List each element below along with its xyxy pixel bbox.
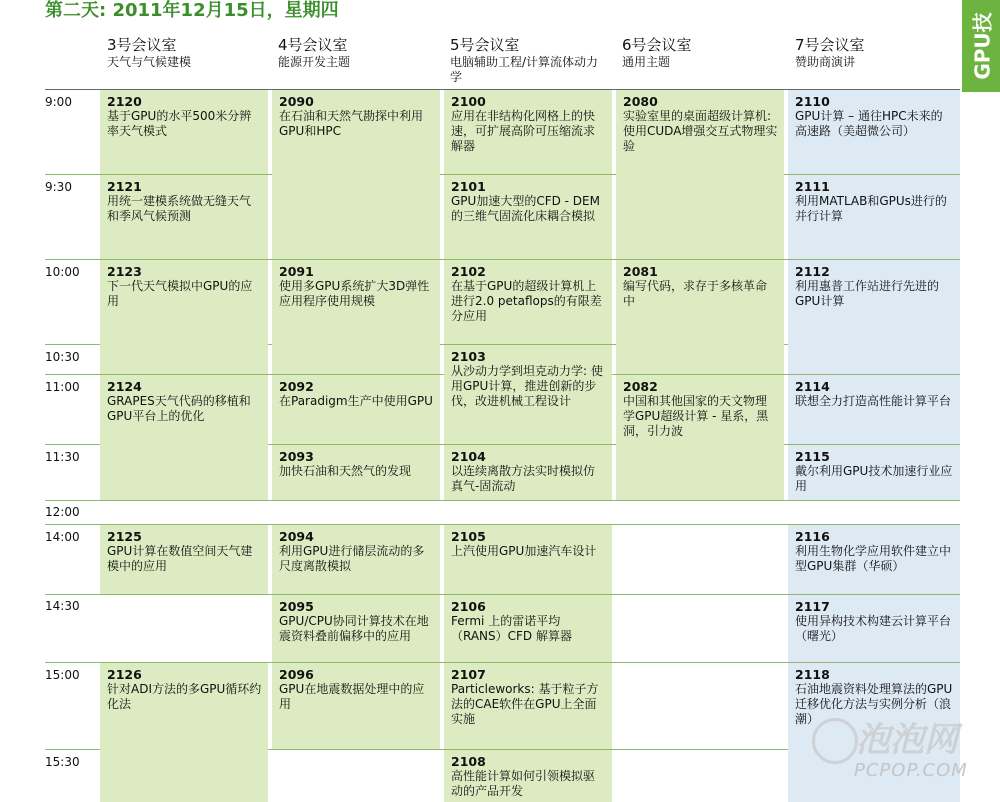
- session-code: 2121: [107, 179, 142, 194]
- room-header-6: [622, 36, 792, 70]
- session-card[interactable]: [444, 595, 612, 662]
- session-card[interactable]: [444, 90, 612, 174]
- session-title: GPU加速大型的CFD - DEM的三维气固流化床耦合模拟: [451, 194, 600, 223]
- session-card[interactable]: [788, 375, 960, 444]
- session-code: 2100: [451, 94, 486, 109]
- row-rule: [45, 500, 960, 501]
- room-topic: 通用主题: [622, 55, 671, 69]
- time-label: 10:00: [45, 265, 80, 279]
- session-card[interactable]: [444, 445, 612, 500]
- session-card[interactable]: [444, 345, 612, 444]
- session-title: 针对ADI方法的多GPU循环约化法: [107, 682, 262, 711]
- time-label: 10:30: [45, 350, 80, 364]
- session-card[interactable]: [100, 375, 268, 500]
- session-code: 2111: [795, 179, 830, 194]
- session-card[interactable]: [100, 175, 268, 259]
- session-code: 2093: [279, 449, 314, 464]
- session-title: 使用异构技术构建云计算平台（曙光）: [795, 614, 952, 643]
- session-title: 以连续离散方法实时模拟仿真气-固流动: [451, 464, 596, 493]
- session-card[interactable]: [788, 175, 960, 259]
- time-label: 9:00: [45, 95, 72, 109]
- session-card[interactable]: [272, 375, 440, 444]
- time-label: 9:30: [45, 180, 72, 194]
- time-label: 12:00: [45, 505, 80, 519]
- session-title: 高性能计算如何引领模拟驱动的产品开发: [451, 769, 596, 798]
- session-title: 基于GPU的水平500米分辨率天气模式: [107, 109, 252, 138]
- time-label: 14:00: [45, 530, 80, 544]
- session-code: 2090: [279, 94, 314, 109]
- room-name: 6号会议室: [622, 36, 692, 54]
- session-code: 2120: [107, 94, 142, 109]
- session-title: Fermi 上的雷诺平均（RANS）CFD 解算器: [451, 614, 572, 643]
- session-code: 2105: [451, 529, 486, 544]
- session-code: 2115: [795, 449, 830, 464]
- session-title: 加快石油和天然气的发现: [279, 464, 412, 478]
- room-header-7: [795, 36, 965, 70]
- session-title: 编写代码，求存于多核革命中: [623, 279, 768, 308]
- session-code: 2104: [451, 449, 486, 464]
- watermark-logo-icon: [812, 718, 858, 764]
- session-card[interactable]: [788, 445, 960, 500]
- session-title: GPU在地震数据处理中的应用: [279, 682, 425, 711]
- session-card[interactable]: [272, 445, 440, 500]
- session-title: 在石油和天然气勘探中利用GPU和HPC: [279, 109, 424, 138]
- session-card[interactable]: [444, 175, 612, 259]
- session-code: 2123: [107, 264, 142, 279]
- session-card[interactable]: [272, 663, 440, 749]
- session-title: 利用惠普工作站进行先进的GPU计算: [795, 279, 940, 308]
- session-title: GPU计算 – 通往HPC未来的高速路（美超微公司）: [795, 109, 943, 138]
- session-title: 从沙动力学到坦克动力学: 使用GPU计算，推进创新的步伐，改进机械工程设计: [451, 364, 603, 408]
- session-title: 利用生物化学应用软件建立中型GPU集群（华硕）: [795, 544, 952, 573]
- session-card[interactable]: [272, 595, 440, 662]
- watermark-en: PCPOP.COM: [854, 760, 968, 781]
- session-code: 2082: [623, 379, 658, 394]
- session-card[interactable]: [788, 260, 960, 374]
- watermark-cn: 泡泡网: [856, 720, 958, 760]
- session-card[interactable]: [788, 90, 960, 174]
- session-code: 2080: [623, 94, 658, 109]
- session-title: Particleworks: 基于粒子方法的CAE软件在GPU上全面实施: [451, 682, 599, 726]
- session-title: GPU/CPU协同计算技术在地震资料叠前偏移中的应用: [279, 614, 429, 643]
- session-title: 联想全力打造高性能计算平台: [795, 394, 952, 408]
- session-code: 2117: [795, 599, 830, 614]
- session-code: 2108: [451, 754, 486, 769]
- session-title: 在Paradigm生产中使用GPU: [279, 394, 433, 408]
- time-label: 15:30: [45, 755, 80, 769]
- session-code: 2096: [279, 667, 314, 682]
- session-card[interactable]: [272, 525, 440, 594]
- session-card[interactable]: [616, 375, 784, 500]
- session-title: 上汽使用GPU加速汽车设计: [451, 544, 597, 558]
- session-code: 2125: [107, 529, 142, 544]
- room-header-3: [107, 36, 277, 70]
- session-code: 2124: [107, 379, 142, 394]
- side-tab: GPU技: [962, 0, 1000, 92]
- session-code: 2114: [795, 379, 830, 394]
- session-card[interactable]: [100, 260, 268, 374]
- session-code: 2103: [451, 349, 486, 364]
- room-topic: 赞助商演讲: [795, 55, 856, 69]
- session-code: 2081: [623, 264, 658, 279]
- session-title: 下一代天气模拟中GPU的应用: [107, 279, 253, 308]
- session-title: 实验室里的桌面超级计算机: 使用CUDA增强交互式物理实验: [623, 109, 778, 153]
- room-name: 7号会议室: [795, 36, 865, 54]
- session-title: 利用GPU进行储层流动的多尺度离散模拟: [279, 544, 425, 573]
- session-code: 2126: [107, 667, 142, 682]
- session-title: 中国和其他国家的天文物理学GPU超级计算 - 星系，黑洞，引力波: [623, 394, 769, 438]
- time-label: 15:00: [45, 668, 80, 682]
- session-card[interactable]: [272, 90, 440, 259]
- session-card[interactable]: [788, 595, 960, 662]
- session-code: 2106: [451, 599, 486, 614]
- page-title: 第二天: 2011年12月15日，星期四: [45, 0, 339, 21]
- session-card[interactable]: [272, 260, 440, 374]
- session-title: 戴尔利用GPU技术加速行业应用: [795, 464, 953, 493]
- room-topic: 天气与气候建模: [107, 55, 192, 69]
- time-label: 14:30: [45, 599, 80, 613]
- session-code: 2110: [795, 94, 830, 109]
- session-code: 2092: [279, 379, 314, 394]
- room-header-4: [278, 36, 448, 70]
- session-card[interactable]: [616, 260, 784, 374]
- session-code: 2107: [451, 667, 486, 682]
- session-code: 2091: [279, 264, 314, 279]
- session-title: 用统一建模系统做无缝天气和季风气候预测: [107, 194, 252, 223]
- session-title: 利用MATLAB和GPUs进行的并行计算: [795, 194, 947, 223]
- room-name: 3号会议室: [107, 36, 177, 54]
- room-topic: 电脑辅助工程/计算流体动力学: [450, 55, 599, 84]
- room-name: 5号会议室: [450, 36, 520, 54]
- session-code: 2118: [795, 667, 830, 682]
- session-card[interactable]: [444, 663, 612, 749]
- session-card[interactable]: [100, 663, 268, 802]
- watermark: [812, 712, 992, 792]
- session-title: GRAPES天气代码的移植和GPU平台上的优化: [107, 394, 251, 423]
- session-title: 石油地震资料处理算法的GPU迁移优化方法与实例分析（浪潮）: [795, 682, 953, 726]
- room-header-5: [450, 36, 600, 85]
- room-name: 4号会议室: [278, 36, 348, 54]
- session-card[interactable]: [100, 525, 268, 594]
- session-code: 2116: [795, 529, 830, 544]
- session-code: 2102: [451, 264, 486, 279]
- session-title: 使用多GPU系统扩大3D弹性应用程序使用规模: [279, 279, 430, 308]
- time-label: 11:00: [45, 380, 80, 394]
- room-topic: 能源开发主题: [278, 55, 351, 69]
- session-card[interactable]: [616, 90, 784, 259]
- session-code: 2095: [279, 599, 314, 614]
- session-card[interactable]: [444, 260, 612, 344]
- session-card[interactable]: [100, 90, 268, 174]
- time-label: 11:30: [45, 450, 80, 464]
- session-code: 2101: [451, 179, 486, 194]
- session-title: 应用在非结构化网格上的快速，可扩展高阶可压缩流求解器: [451, 109, 596, 153]
- session-card[interactable]: [788, 525, 960, 594]
- session-title: 在基于GPU的超级计算机上进行2.0 petaflops的有限差分应用: [451, 279, 602, 323]
- session-code: 2112: [795, 264, 830, 279]
- session-code: 2094: [279, 529, 314, 544]
- session-card[interactable]: [444, 525, 612, 594]
- session-title: GPU计算在数值空间天气建模中的应用: [107, 544, 253, 573]
- session-card[interactable]: [444, 750, 612, 802]
